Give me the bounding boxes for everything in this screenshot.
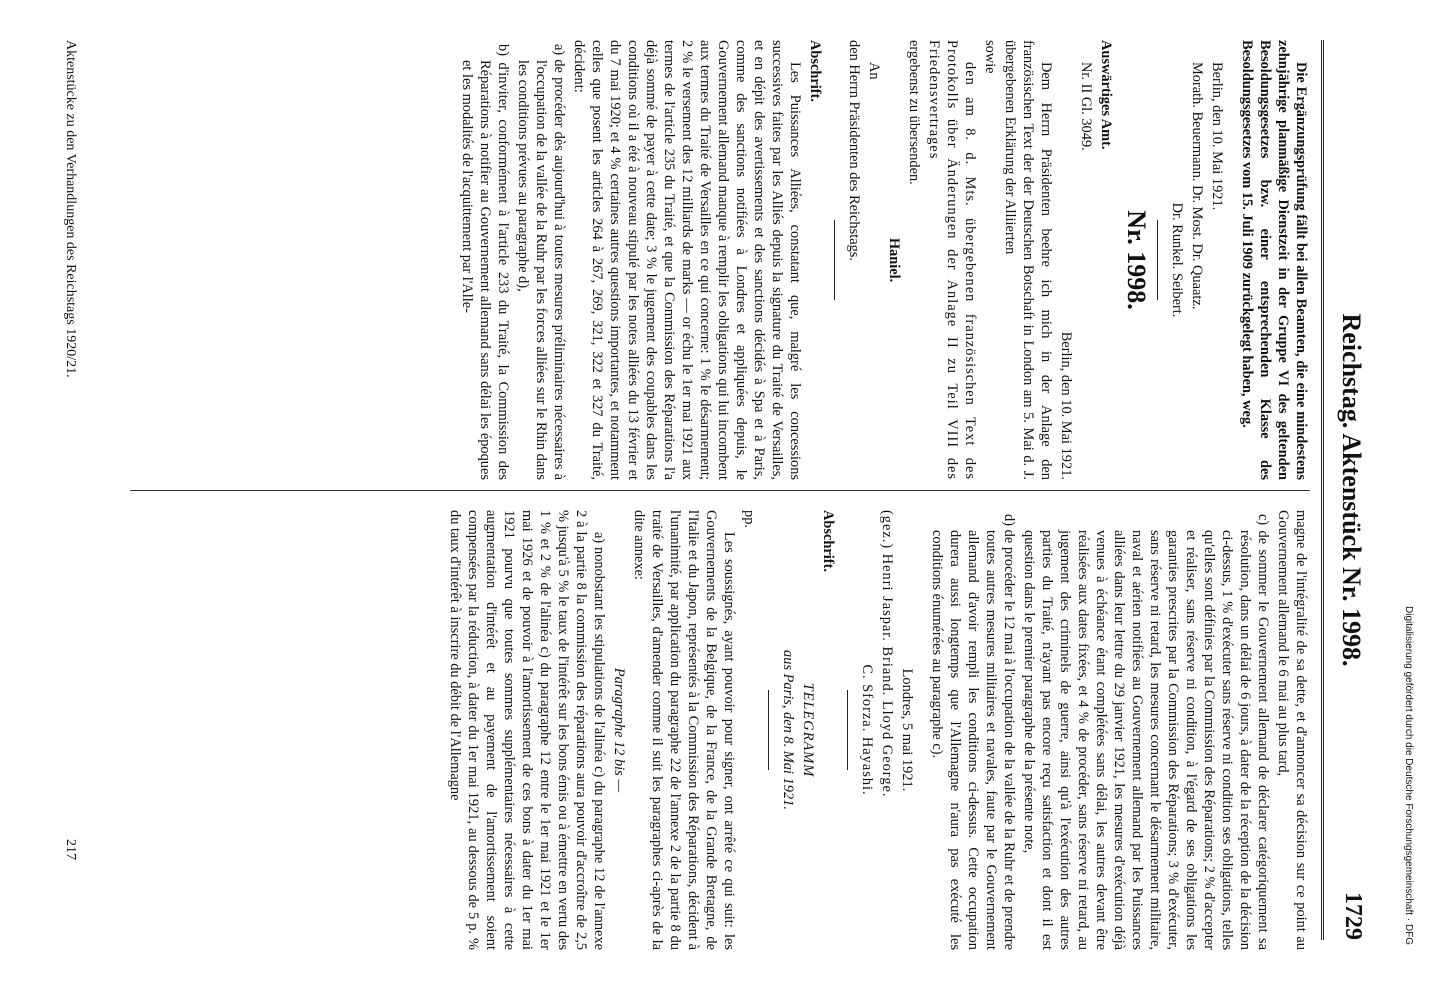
footer-left: Aktenstücke zu den Verhandlungen des Reichstags 1920/21.	[63, 40, 78, 378]
signed-line-2: C. Sforza. Hayashi.	[859, 664, 875, 796]
page-header	[1330, 40, 1370, 940]
digitization-credit: Digitalisierung gefördert durch die Deutsche Forschungsgemeinschaft · DFG	[1403, 606, 1414, 946]
item-c: c) de sommer le Gouvernement allemand de déclarer catégoriquement sa résolution, dans un délai de 6 jours, à dater de la réception de la décision ci-dessus, 1 % d'exécuter sans réserve ni condition ses obligations, telles qu'elles sont définies par la Commission des Réparations; 2 % d'accepter et réaliser, sans réserve ni condition, à l'égard de ses obligations les garanties prescrites par la Commission des Réparations; 3 % d'exécuter, sans réserve ni retard, les mesures concernant le désarmement militaire, naval et aérien notifiées au Gouvernement allemand par les Puissances alliées dans leur lettre du 29 janvier 1921, les mesures d'exécution déjà venues à échéance étant complétées sans délai, les autres devant être réalisées aux dates fixées, et 4 % de procéder, sans réserve ni retard, au jugement des criminels de guerre, ainsi qu'à l'exécution des autres parties du Traité, n'ayant pas encore reçu satisfaction et dont il est question dans le premier paragraphe de la présente note,	[1021, 514, 1271, 950]
paragraph-heading: Paragraphe 12 bis —	[611, 667, 627, 793]
divider	[847, 690, 848, 770]
abschrift-heading-2: Abschrift.	[820, 510, 836, 572]
divider	[834, 220, 835, 300]
left-column	[120, 40, 1310, 480]
office-ref: Nr. II Gl. 3049.	[1078, 62, 1094, 151]
telegram-origin: aus Paris, den 8. Mai 1921.	[780, 650, 796, 810]
letter-paragraph-1: Dem Herrn Präsidenten beehre ich mich in der Anlage den französischen Text der der Deutschen Botschaft in London am 5. Mai d. J. übergebenen Erklärung der Alliierten	[1002, 40, 1054, 480]
telegram-heading: TELEGRAMM	[800, 682, 816, 778]
telegram-paragraph-1: Les soussignés, ayant pouvoir pour signer, ont arrêté ce qui suit: les Gouvernements de la Belgique, de la France, de la Grande Bretagne, de l'Italie et du Japon, représentés à la Commission des Réparations, décident à l'unanimité, par application du paragraphe 22 de l'annexe 2 de la partie 8 du traité de Versailles, d'amender comme il suit les paragraphes ci-après de la dite annexe:	[631, 510, 737, 950]
item-d: d) de procéder le 12 mai à l'occupation de la vallée de la Ruhr et de prendre toutes autres mesures militaires et navales, faute par le Gouvernement allemand d'avoir rempli les conditions ci-dessus. Cette occupation durera aussi longtemps que l'Allemagne n'aura pas exécuté les conditions énumérées au paragraphe c).	[929, 514, 1017, 950]
signatures-2: Dr. Runkel. Seibert.	[1169, 202, 1185, 318]
running-title: Reichstag. Aktenstück Nr. 1998.	[1337, 313, 1366, 667]
column-divider	[130, 490, 1310, 491]
abschrift-heading: Abschrift.	[807, 40, 823, 102]
letter-date: Berlin, den 10. Mai 1921.	[1058, 331, 1074, 480]
right-column	[120, 510, 1310, 950]
office-name: Auswärtiges Amt.	[1098, 40, 1114, 150]
addressee: den Herrn Präsidenten des Reichstags.	[846, 40, 862, 261]
header-rule	[1321, 40, 1324, 940]
place-date: Berlin, den 10. Mai 1921.	[1209, 62, 1225, 211]
page-footer	[56, 40, 78, 940]
french-paragraph-1: Les Puissances Alliées, constatant que, malgré les concessions successives faites par les Alliés depuis la signature du Traité de Versailles, et en dépit des avertissements et des sanctions décidés à Spa et à Paris, comme des sanctions notifiées à Londres et appliquées depuis, le Gouvernement allemand manque à remplir les obligations qui lui incombent aux termes du Traité de Versailles en ce qui concerne: 1 % le désarmement; 2 % le versement des 12 milliards de marks — or échu le 1er mai 1921 aux termes de l'article 235 du Traité, et que la Commission des Réparations l'a déjà sommé de payer à cette date; 3 % le jugement des coupables dans les conditions où il a été à nouveau stipulé par les notes alliées du 13 février et du 7 mai 1920; et 4 % certaines autres questions importantes, et notamment celles que posent les articles 264 à 267, 269, 321, 322 et 327 du Traité, décident:	[571, 40, 803, 480]
divider	[1157, 220, 1158, 300]
letter-paragraph-2: den am 8. d. Mts. übergebenen französischen Text des Protokolls über Änderungen der Anlage II zu Teil VIII des Friedensvertrages	[926, 40, 978, 480]
addressee-an: An	[866, 62, 882, 80]
signed-line: (gez.) Henri Jaspar. Briand. Lloyd George.	[879, 510, 895, 798]
pp: pp.	[741, 510, 757, 528]
continued-text: magne de l'intégralité de sa dette, et d'annoncer sa décision sur ce point au Gouvernement allemand le 6 mai au plus tard,	[1275, 510, 1309, 950]
letter-sowie: sowie	[982, 40, 998, 74]
letter-paragraph-3: ergebenst zu übersenden.	[906, 40, 922, 185]
telegram-paragraph-2: a) nonobstant les stipulations de l'alinéa c) du paragraphe 12 de l'annexe 2 à la partie 8 la commission des réparations aura pouvoir d'accroître de 2,5 % jusqu'à 5 % le taux de l'intérêt sur les bons émis ou à émettre en vertu des 1 % et 2 % de l'alinéa c) du paragraphe 12 entre le 1er mai 1921 et le 1er mai 1926 et de pouvoir à l'amortissement de ces bons à dater du 1er mai 1921 pourvu que toutes sommes supplémentaires nécessaires à cette augmentation d'intérêt et au payement de l'amortissement soient compensées par la réduction, à dater du 1er mai 1921, au dessous de 5 p. % du taux d'intérêt à inscrire du débit de l'Allemagne	[447, 510, 607, 950]
doc-number: Nr. 1998.	[1122, 210, 1151, 310]
divider	[768, 690, 769, 770]
item-b: b) d'inviter, conformément à l'article 233 du Traité, la Commission des Réparations à notifier au Gouvernement allemand sans délai les époques et les modalités de l'acquittement par l'Alle-	[459, 44, 511, 480]
item-a: a) de procéder dès aujourd'hui à toutes mesures préliminaires nécessaires à l'occupation de la vallée de la Ruhr par les forces alliées sur le Rhin dans les conditions prévues au paragraphe d),	[515, 44, 567, 480]
sender-name: Haniel.	[886, 237, 902, 283]
intro-paragraph: Die Ergänzungsprüfung fällt bei allen Beamten, die eine mindestens zehnjährige planmäßige Dienstzeit in der Gruppe VI des geltenden Besoldungsgesetzes bzw. einer entsprechenden Klasse des Besoldungsgesetzes vom 15. Juli 1909 zurückgelegt haben, weg.	[1239, 40, 1309, 480]
footer-sheet-number: 217	[63, 839, 78, 860]
signatures: Morath. Beuermann. Dr. Most. Dr. Quaatz.	[1189, 62, 1205, 310]
london-date: Londres, 5 mai 1921.	[899, 668, 915, 792]
page-number: 1729	[1340, 892, 1366, 940]
